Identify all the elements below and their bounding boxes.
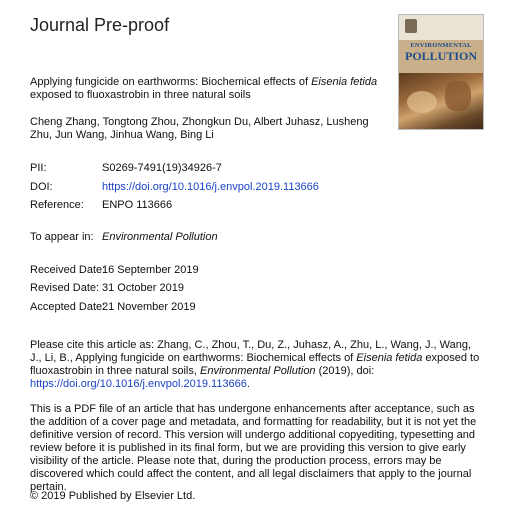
author-list: Cheng Zhang, Tongtong Zhou, Zhongkun Du, Albert Juhasz, Lusheng Zhu, Jun Wang, Jinhua Wang, Bing Li (30, 116, 369, 141)
journal-pre-proof-header: Journal Pre-proof (30, 15, 170, 35)
received-label: Received Date: (30, 264, 106, 276)
copyright-notice: © 2019 Published by Elsevier Ltd. (30, 490, 196, 502)
cover-title-line1: ENVIRONMENTAL (410, 42, 472, 49)
appear-label: To appear in: (30, 231, 94, 243)
citation-paragraph: Please cite this article as: Zhang, C., Zhou, T., Du, Z., Juhasz, A., Zhu, L., Wang, J., Wang, J., Li, B., Applying fungicide on earthworms: Biochemical effects of Eisenia fetida exposed to fluoxastrobin in three natural soils, Environmental Pollution (2019), doi: https://doi.org/10.1016/j.envpol.2019.113666. (30, 339, 480, 390)
reference-label: Reference: (30, 199, 84, 211)
citation-doi-link[interactable]: https://doi.org/10.1016/j.envpol.2019.113666 (30, 378, 247, 390)
cover-title-line2: POLLUTION (404, 49, 477, 63)
elsevier-logo-icon (405, 19, 417, 33)
revised-label: Revised Date: (30, 282, 100, 294)
journal-cover-image (398, 14, 484, 130)
pii-label: PII: (30, 162, 47, 174)
doi-label: DOI: (30, 181, 53, 193)
accepted-value: 21 November 2019 (102, 301, 196, 313)
doi-link[interactable]: https://doi.org/10.1016/j.envpol.2019.113666 (102, 181, 319, 193)
cover-photo (399, 73, 483, 129)
accepted-label: Accepted Date: (30, 301, 106, 313)
pii-value: S0269-7491(19)34926-7 (102, 162, 222, 174)
disclaimer-paragraph: This is a PDF file of an article that has undergone enhancements after acceptance, such as the addition of a cover page and metadata, and formatting for readability, but it is not yet the definitive version of record. This version will undergo additional copyediting, typesetting and review before it is published in its final form, but we are providing this version to give early visibility of the article. Please note that, during the production process, errors may be discovered which could affect the content, and all legal disclaimers that apply to the journal pertain. (30, 403, 477, 493)
appear-value: Environmental Pollution (102, 231, 218, 243)
article-title: Applying fungicide on earthworms: Biochemical effects of Eisenia fetida exposed to fluoxastrobin in three natural soils (30, 76, 378, 101)
received-value: 16 September 2019 (102, 264, 199, 276)
reference-value: ENPO 113666 (102, 199, 173, 211)
revised-value: 31 October 2019 (102, 282, 184, 294)
